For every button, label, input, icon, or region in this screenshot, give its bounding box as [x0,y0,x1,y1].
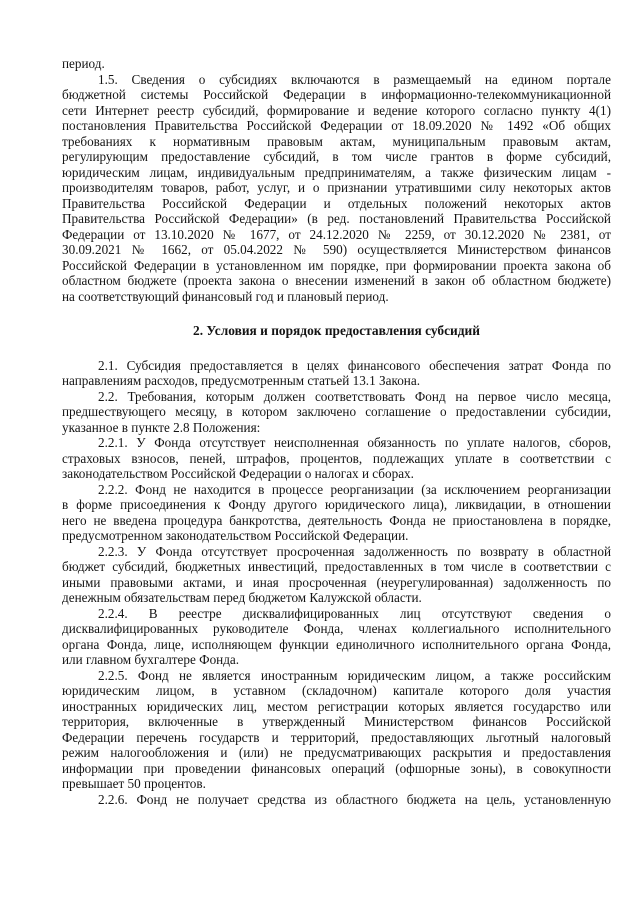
paragraph-line: в форме присоединения к Фонду другого юридического лица), ликвидации, в отношении [62,497,611,512]
paragraph-line: указанное в пункте 2.8 Положения: [62,419,261,435]
paragraph-line: Федерации перечень государств и территорий, предоставляющих льготный налоговый [62,729,611,745]
paragraph-line: 30.09.2021 № 1662, от 05.04.2022 № 590) осуществляется Министерством финансов [62,242,611,257]
paragraph-line: юридическим лицом, в уставном (складочном) капитале которого доля участия [62,683,611,698]
section-heading: 2. Условия и порядок предоставления субсидий [193,323,480,338]
paragraph-line: сети Интернет реестр субсидий, формирование и ведение которого согласно пункту 4(1) [62,102,611,118]
paragraph-line: Российской Федерации в установленном им порядке, при формировании проекта закона об [62,257,611,273]
paragraph-line: информации при проведении финансовых операций (офшорные зоны), в совокупности [62,760,611,776]
paragraph-line: 2.2.2. Фонд не находится в процессе реорганизации (за исключением реорганизации [98,481,611,497]
document-body [62,56,611,807]
paragraph-line: денежным обязательствам перед бюджетом Калужской области. [62,590,422,605]
paragraph-line: 2.1. Субсидия предоставляется в целях финансового обеспечения затрат Фонда по [98,357,611,373]
paragraph-line: юридическим лицам, индивидуальным предпринимателям, а также физическим лицам - [62,164,611,180]
paragraph-line: производителям товаров, работ, услуг, и о признании утратившими силу некоторых актов [62,180,611,195]
paragraph-line: бюджет субсидий, бюджетных инвестиций, предоставленных в том числе в соответствии с [62,559,611,574]
paragraph-line: направлениям расходов, предусмотренным статьей 13.1 Закона. [62,373,420,388]
paragraph-line: период. [62,56,105,71]
paragraph-line: или главном бухгалтере Фонда. [62,652,240,667]
paragraph-line: 2.2.6. Фонд не получает средства из областного бюджета на цель, установленную [98,791,611,807]
paragraph-line: страховых взносов, пеней, штрафов, процентов, подлежащих уплате в соответствии с [62,450,611,466]
paragraph-line: регулирующим предоставление субсидий, в том числе грантов в форме субсидий, [62,149,611,164]
paragraph-line: Правительства Российской Федерации» (в ред. постановлений Правительства Российской [62,211,611,226]
paragraph-line: требованиях к нормативным правовым актам, муниципальным правовым актам, [62,133,611,149]
paragraph-line: дисквалифицированных руководителе Фонда, членах коллегиального исполнительного [62,621,611,636]
paragraph-line: бюджетной системы Российской Федерации в информационно-телекоммуникационной [62,87,611,102]
paragraph-line: 2.2. Требования, которым должен соответствовать Фонд на первое число месяца, [98,388,611,404]
paragraph-line: Федерации от 13.10.2020 № 1677, от 24.12.2020 № 2259, от 30.12.2020 № 2381, от [62,226,611,242]
paragraph-line: 2.2.1. У Фонда отсутствует неисполненная обязанность по уплате налогов, сборов, [98,435,611,450]
paragraph-line: 2.2.5. Фонд не является иностранным юридическим лицом, а также российским [98,667,611,683]
paragraph-line: на соответствующий финансовый год и плановый период. [62,288,389,304]
paragraph-line: предшествующего месяцу, в котором заключено соглашение о предоставлении субсидии, [62,404,611,419]
paragraph-line: иными правовыми актами, и иная просроченная (неурегулированная) задолженность по [62,574,611,590]
paragraph-line: 2.2.3. У Фонда отсутствует просроченная задолженность по возврату в областной [98,543,611,559]
paragraph-line: 2.2.4. В реестре дисквалифицированных лиц отсутствуют сведения о [98,605,611,621]
paragraph-line: органа Фонда, лице, исполняющем функции единоличного исполнительного органа Фонда, [62,636,611,652]
paragraph-line: постановления Правительства Российской Федерации от 18.09.2020 № 1492 «Об общих [62,118,611,133]
paragraph-line: 1.5. Сведения о субсидиях включаются в размещаемый на едином портале [98,71,611,87]
paragraph-line: превышает 50 процентов. [62,776,206,791]
paragraph-line: режим налогообложения и (или) не предусматривающих раскрытия и предоставления [62,745,611,760]
paragraph-line: него не введена процедура банкротства, деятельность Фонда не приостановлена в порядке, [62,512,611,528]
paragraph-line: законодательством Российской Федерации о налогах и сборах. [62,466,414,481]
paragraph-line: областном бюджете (проекта закона о внесении изменений в закон об областном бюджете) [62,273,611,288]
paragraph-line: территория, включенные в утвержденный Министерством финансов Российской [62,714,611,729]
paragraph-line: предусмотренном законодательством Российской Федерации. [62,528,409,543]
paragraph-line: иностранных юридических лиц, местом регистрации которых является государство или [62,698,611,714]
paragraph-line: Правительства Российской Федерации и отдельных положений некоторых актов [62,195,611,211]
